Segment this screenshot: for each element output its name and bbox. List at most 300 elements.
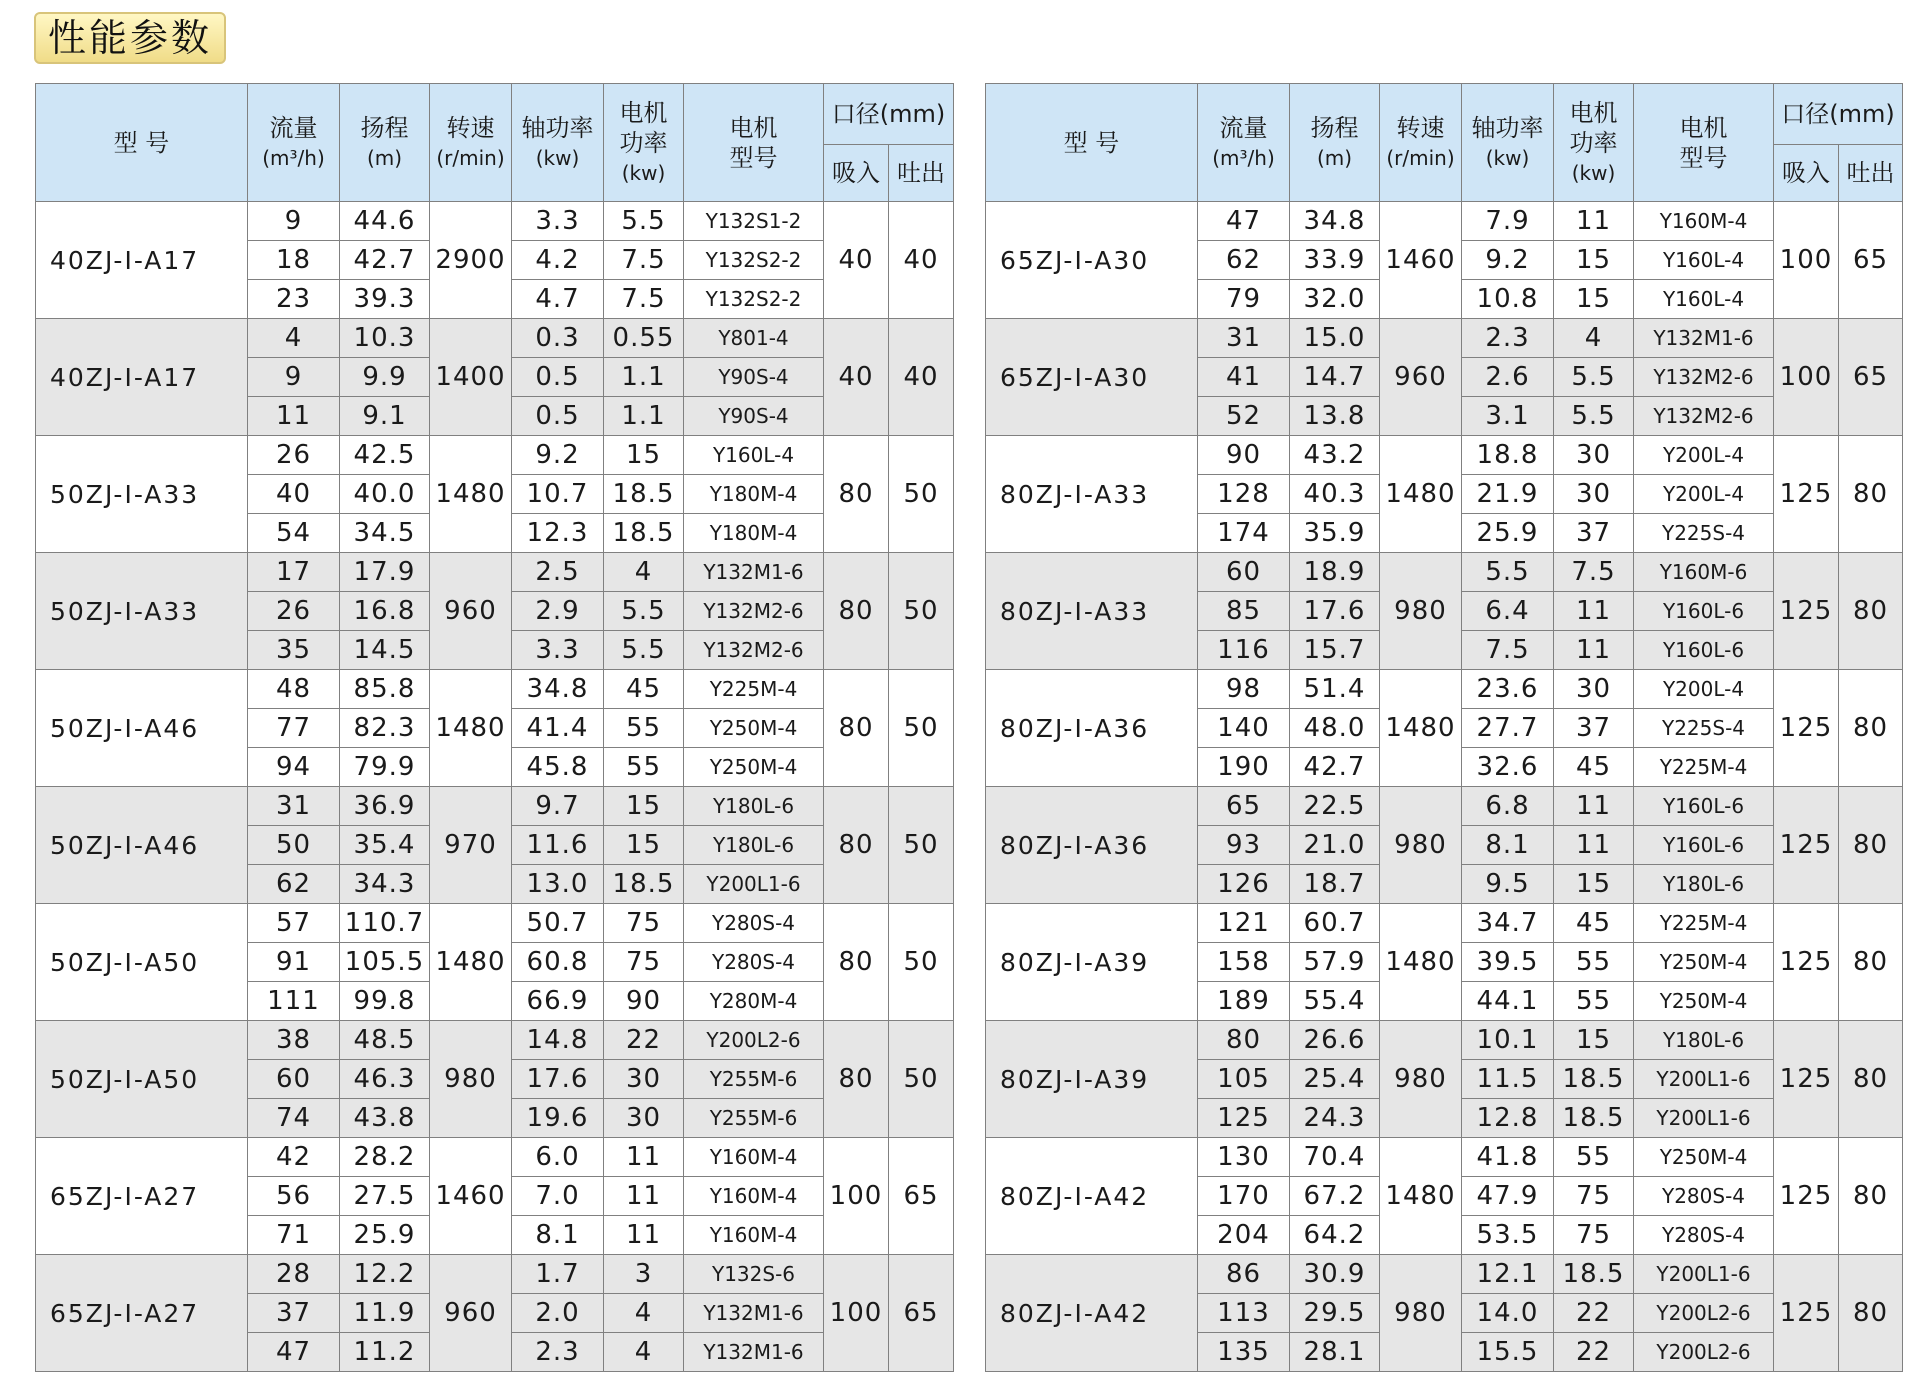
cell-shaft-power: 12.1 <box>1462 1255 1554 1294</box>
cell-flow: 54 <box>248 514 340 553</box>
cell-inlet: 125 <box>1774 1138 1839 1255</box>
cell-shaft-power: 66.9 <box>512 982 604 1021</box>
cell-motor-power: 75 <box>1554 1216 1634 1255</box>
cell-motor-power: 5.5 <box>1554 397 1634 436</box>
cell-outlet: 65 <box>1839 319 1903 436</box>
cell-motor-model: Y200L2-6 <box>1634 1294 1774 1333</box>
cell-head: 79.9 <box>340 748 430 787</box>
cell-inlet: 125 <box>1774 904 1839 1021</box>
cell-motor-power: 18.5 <box>1554 1255 1634 1294</box>
table-row <box>986 319 1903 358</box>
cell-motor-power: 18.5 <box>604 865 684 904</box>
cell-head: 18.7 <box>1290 865 1380 904</box>
cell-head: 16.8 <box>340 592 430 631</box>
cell-shaft-power: 2.0 <box>512 1294 604 1333</box>
cell-motor-model: Y255M-6 <box>684 1099 824 1138</box>
table-row <box>986 670 1903 709</box>
cell-motor-model: Y160L-6 <box>1634 826 1774 865</box>
cell-speed: 970 <box>430 787 512 904</box>
cell-shaft-power: 23.6 <box>1462 670 1554 709</box>
cell-speed: 1480 <box>1380 1138 1462 1255</box>
cell-speed: 1480 <box>1380 436 1462 553</box>
cell-outlet: 80 <box>1839 436 1903 553</box>
cell-model: 50ZJ-I-A50 <box>36 1021 248 1138</box>
cell-flow: 26 <box>248 436 340 475</box>
cell-motor-power: 5.5 <box>604 592 684 631</box>
cell-flow: 71 <box>248 1216 340 1255</box>
cell-flow: 31 <box>248 787 340 826</box>
cell-shaft-power: 8.1 <box>512 1216 604 1255</box>
cell-flow: 125 <box>1198 1099 1290 1138</box>
cell-outlet: 80 <box>1839 787 1903 904</box>
cell-flow: 90 <box>1198 436 1290 475</box>
table-row <box>36 904 954 943</box>
cell-motor-power: 1.1 <box>604 358 684 397</box>
cell-inlet: 125 <box>1774 670 1839 787</box>
cell-motor-power: 15 <box>1554 241 1634 280</box>
cell-shaft-power: 9.2 <box>1462 241 1554 280</box>
cell-shaft-power: 19.6 <box>512 1099 604 1138</box>
cell-motor-power: 30 <box>1554 475 1634 514</box>
cell-flow: 57 <box>248 904 340 943</box>
cell-head: 15.0 <box>1290 319 1380 358</box>
cell-head: 110.7 <box>340 904 430 943</box>
table-row <box>36 1138 954 1177</box>
cell-motor-model: Y280S-4 <box>684 943 824 982</box>
cell-motor-model: Y250M-4 <box>684 748 824 787</box>
cell-flow: 60 <box>248 1060 340 1099</box>
cell-motor-power: 4 <box>1554 319 1634 358</box>
cell-flow: 121 <box>1198 904 1290 943</box>
cell-model: 50ZJ-I-A50 <box>36 904 248 1021</box>
header-motor-model: 电机 型号 <box>1634 84 1774 202</box>
cell-flow: 204 <box>1198 1216 1290 1255</box>
cell-shaft-power: 6.0 <box>512 1138 604 1177</box>
cell-motor-power: 30 <box>604 1099 684 1138</box>
cell-head: 55.4 <box>1290 982 1380 1021</box>
cell-inlet: 125 <box>1774 436 1839 553</box>
cell-flow: 111 <box>248 982 340 1021</box>
cell-head: 40.3 <box>1290 475 1380 514</box>
cell-outlet: 40 <box>889 319 954 436</box>
cell-motor-model: Y801-4 <box>684 319 824 358</box>
cell-motor-model: Y132M2-6 <box>1634 358 1774 397</box>
cell-flow: 56 <box>248 1177 340 1216</box>
cell-head: 18.9 <box>1290 553 1380 592</box>
cell-head: 48.0 <box>1290 709 1380 748</box>
header-model: 型 号 <box>986 84 1198 202</box>
cell-head: 28.1 <box>1290 1333 1380 1372</box>
cell-flow: 65 <box>1198 787 1290 826</box>
cell-motor-model: Y225M-4 <box>1634 748 1774 787</box>
cell-head: 35.9 <box>1290 514 1380 553</box>
cell-shaft-power: 2.3 <box>1462 319 1554 358</box>
cell-shaft-power: 45.8 <box>512 748 604 787</box>
table-row <box>36 436 954 475</box>
cell-inlet: 125 <box>1774 1255 1839 1372</box>
cell-flow: 47 <box>248 1333 340 1372</box>
header-caliber: 口径(mm) <box>1774 84 1903 145</box>
cell-inlet: 40 <box>824 202 889 319</box>
cell-model: 50ZJ-I-A46 <box>36 670 248 787</box>
cell-motor-power: 11 <box>604 1177 684 1216</box>
cell-flow: 174 <box>1198 514 1290 553</box>
cell-shaft-power: 18.8 <box>1462 436 1554 475</box>
cell-flow: 41 <box>1198 358 1290 397</box>
header-motor-model: 电机 型号 <box>684 84 824 202</box>
cell-shaft-power: 10.1 <box>1462 1021 1554 1060</box>
cell-motor-model: Y180M-4 <box>684 514 824 553</box>
cell-flow: 86 <box>1198 1255 1290 1294</box>
cell-head: 9.1 <box>340 397 430 436</box>
cell-inlet: 80 <box>824 1021 889 1138</box>
cell-head: 32.0 <box>1290 280 1380 319</box>
cell-motor-power: 11 <box>1554 826 1634 865</box>
cell-flow: 4 <box>248 319 340 358</box>
header-head: 扬程 (m) <box>340 84 430 202</box>
cell-inlet: 80 <box>824 787 889 904</box>
cell-shaft-power: 8.1 <box>1462 826 1554 865</box>
header-caliber: 口径(mm) <box>824 84 954 145</box>
cell-head: 25.4 <box>1290 1060 1380 1099</box>
cell-speed: 1460 <box>1380 202 1462 319</box>
cell-motor-power: 22 <box>1554 1333 1634 1372</box>
cell-flow: 94 <box>248 748 340 787</box>
cell-motor-model: Y180L-6 <box>684 826 824 865</box>
cell-shaft-power: 1.7 <box>512 1255 604 1294</box>
cell-motor-power: 15 <box>604 436 684 475</box>
cell-flow: 38 <box>248 1021 340 1060</box>
header-outlet: 吐出 <box>889 145 954 202</box>
cell-head: 51.4 <box>1290 670 1380 709</box>
cell-flow: 48 <box>248 670 340 709</box>
cell-head: 11.9 <box>340 1294 430 1333</box>
cell-flow: 113 <box>1198 1294 1290 1333</box>
cell-outlet: 40 <box>889 202 954 319</box>
cell-flow: 35 <box>248 631 340 670</box>
cell-motor-power: 11 <box>604 1138 684 1177</box>
header-flow: 流量 (m³/h) <box>1198 84 1290 202</box>
cell-flow: 31 <box>1198 319 1290 358</box>
cell-inlet: 125 <box>1774 553 1839 670</box>
cell-shaft-power: 9.2 <box>512 436 604 475</box>
cell-head: 44.6 <box>340 202 430 241</box>
cell-shaft-power: 3.3 <box>512 631 604 670</box>
cell-speed: 960 <box>430 553 512 670</box>
cell-outlet: 65 <box>1839 202 1903 319</box>
cell-motor-model: Y132S-6 <box>684 1255 824 1294</box>
cell-model: 80ZJ-I-A42 <box>986 1255 1198 1372</box>
cell-motor-power: 5.5 <box>604 202 684 241</box>
cell-head: 17.6 <box>1290 592 1380 631</box>
cell-motor-model: Y132S2-2 <box>684 241 824 280</box>
spec-table-left <box>35 83 954 1372</box>
cell-flow: 37 <box>248 1294 340 1333</box>
cell-motor-power: 45 <box>1554 904 1634 943</box>
cell-head: 29.5 <box>1290 1294 1380 1333</box>
cell-outlet: 50 <box>889 904 954 1021</box>
cell-motor-model: Y132M2-6 <box>684 631 824 670</box>
cell-motor-power: 5.5 <box>1554 358 1634 397</box>
cell-head: 43.2 <box>1290 436 1380 475</box>
cell-head: 11.2 <box>340 1333 430 1372</box>
cell-motor-model: Y200L2-6 <box>684 1021 824 1060</box>
table-row <box>986 553 1903 592</box>
header-head: 扬程 (m) <box>1290 84 1380 202</box>
cell-motor-power: 7.5 <box>604 241 684 280</box>
cell-shaft-power: 2.5 <box>512 553 604 592</box>
cell-flow: 40 <box>248 475 340 514</box>
table-row <box>36 553 954 592</box>
cell-flow: 79 <box>1198 280 1290 319</box>
cell-model: 80ZJ-I-A36 <box>986 787 1198 904</box>
cell-motor-model: Y225S-4 <box>1634 514 1774 553</box>
cell-head: 99.8 <box>340 982 430 1021</box>
cell-motor-model: Y180L-6 <box>684 787 824 826</box>
cell-motor-model: Y132M1-6 <box>684 553 824 592</box>
cell-flow: 74 <box>248 1099 340 1138</box>
cell-flow: 62 <box>248 865 340 904</box>
cell-motor-model: Y160L-4 <box>1634 241 1774 280</box>
cell-flow: 130 <box>1198 1138 1290 1177</box>
cell-model: 50ZJ-I-A33 <box>36 436 248 553</box>
cell-shaft-power: 14.8 <box>512 1021 604 1060</box>
cell-motor-model: Y250M-4 <box>1634 982 1774 1021</box>
cell-shaft-power: 6.4 <box>1462 592 1554 631</box>
cell-head: 30.9 <box>1290 1255 1380 1294</box>
cell-flow: 140 <box>1198 709 1290 748</box>
cell-shaft-power: 7.0 <box>512 1177 604 1216</box>
cell-flow: 158 <box>1198 943 1290 982</box>
cell-inlet: 100 <box>824 1255 889 1372</box>
cell-head: 43.8 <box>340 1099 430 1138</box>
cell-flow: 91 <box>248 943 340 982</box>
table-row <box>986 1138 1903 1177</box>
table-row <box>36 1255 954 1294</box>
cell-motor-model: Y132M2-6 <box>1634 397 1774 436</box>
cell-shaft-power: 9.5 <box>1462 865 1554 904</box>
cell-motor-power: 4 <box>604 1294 684 1333</box>
cell-motor-model: Y200L1-6 <box>684 865 824 904</box>
cell-shaft-power: 0.3 <box>512 319 604 358</box>
cell-shaft-power: 25.9 <box>1462 514 1554 553</box>
cell-speed: 1480 <box>1380 670 1462 787</box>
cell-speed: 980 <box>1380 1021 1462 1138</box>
cell-head: 17.9 <box>340 553 430 592</box>
cell-flow: 77 <box>248 709 340 748</box>
cell-shaft-power: 41.8 <box>1462 1138 1554 1177</box>
cell-head: 40.0 <box>340 475 430 514</box>
cell-motor-power: 0.55 <box>604 319 684 358</box>
cell-flow: 93 <box>1198 826 1290 865</box>
cell-outlet: 50 <box>889 670 954 787</box>
header-motor-power: 电机 功率 (kw) <box>1554 84 1634 202</box>
cell-motor-model: Y250M-4 <box>1634 1138 1774 1177</box>
cell-motor-model: Y180L-6 <box>1634 865 1774 904</box>
cell-flow: 98 <box>1198 670 1290 709</box>
cell-head: 46.3 <box>340 1060 430 1099</box>
cell-motor-model: Y200L-4 <box>1634 475 1774 514</box>
cell-motor-model: Y160M-4 <box>684 1138 824 1177</box>
cell-speed: 1480 <box>430 670 512 787</box>
cell-outlet: 50 <box>889 787 954 904</box>
cell-flow: 26 <box>248 592 340 631</box>
cell-shaft-power: 7.5 <box>1462 631 1554 670</box>
cell-motor-power: 18.5 <box>1554 1099 1634 1138</box>
cell-head: 35.4 <box>340 826 430 865</box>
cell-motor-model: Y250M-4 <box>1634 943 1774 982</box>
cell-motor-power: 90 <box>604 982 684 1021</box>
cell-head: 14.5 <box>340 631 430 670</box>
cell-head: 39.3 <box>340 280 430 319</box>
cell-motor-power: 75 <box>604 904 684 943</box>
cell-motor-model: Y280M-4 <box>684 982 824 1021</box>
cell-speed: 980 <box>430 1021 512 1138</box>
cell-motor-power: 37 <box>1554 709 1634 748</box>
cell-motor-power: 30 <box>1554 436 1634 475</box>
cell-speed: 1480 <box>430 436 512 553</box>
cell-motor-power: 22 <box>604 1021 684 1060</box>
cell-shaft-power: 7.9 <box>1462 202 1554 241</box>
cell-model: 40ZJ-I-A17 <box>36 319 248 436</box>
cell-motor-power: 11 <box>1554 631 1634 670</box>
cell-shaft-power: 4.7 <box>512 280 604 319</box>
cell-flow: 116 <box>1198 631 1290 670</box>
cell-motor-model: Y160L-6 <box>1634 631 1774 670</box>
cell-flow: 126 <box>1198 865 1290 904</box>
cell-motor-model: Y200L1-6 <box>1634 1255 1774 1294</box>
cell-motor-power: 37 <box>1554 514 1634 553</box>
cell-head: 36.9 <box>340 787 430 826</box>
header-motor-power: 电机 功率 (kw) <box>604 84 684 202</box>
table-row <box>986 904 1903 943</box>
cell-head: 48.5 <box>340 1021 430 1060</box>
cell-flow: 42 <box>248 1138 340 1177</box>
cell-outlet: 80 <box>1839 670 1903 787</box>
cell-head: 26.6 <box>1290 1021 1380 1060</box>
header-flow: 流量 (m³/h) <box>248 84 340 202</box>
cell-motor-model: Y160L-4 <box>1634 280 1774 319</box>
cell-model: 80ZJ-I-A33 <box>986 436 1198 553</box>
cell-speed: 1480 <box>430 904 512 1021</box>
cell-shaft-power: 11.5 <box>1462 1060 1554 1099</box>
cell-shaft-power: 3.3 <box>512 202 604 241</box>
cell-motor-power: 11 <box>1554 202 1634 241</box>
cell-motor-power: 15 <box>1554 280 1634 319</box>
cell-motor-power: 11 <box>1554 787 1634 826</box>
table-row <box>986 436 1903 475</box>
cell-shaft-power: 2.6 <box>1462 358 1554 397</box>
cell-head: 33.9 <box>1290 241 1380 280</box>
cell-motor-model: Y225S-4 <box>1634 709 1774 748</box>
cell-flow: 52 <box>1198 397 1290 436</box>
cell-inlet: 80 <box>824 670 889 787</box>
cell-shaft-power: 0.5 <box>512 358 604 397</box>
cell-shaft-power: 44.1 <box>1462 982 1554 1021</box>
cell-head: 42.7 <box>340 241 430 280</box>
cell-head: 34.3 <box>340 865 430 904</box>
cell-motor-power: 11 <box>1554 592 1634 631</box>
cell-flow: 135 <box>1198 1333 1290 1372</box>
cell-flow: 128 <box>1198 475 1290 514</box>
cell-shaft-power: 9.7 <box>512 787 604 826</box>
cell-motor-power: 18.5 <box>1554 1060 1634 1099</box>
cell-outlet: 50 <box>889 1021 954 1138</box>
cell-shaft-power: 13.0 <box>512 865 604 904</box>
header-outlet: 吐出 <box>1839 145 1903 202</box>
cell-motor-model: Y160M-4 <box>684 1216 824 1255</box>
cell-inlet: 80 <box>824 553 889 670</box>
cell-flow: 170 <box>1198 1177 1290 1216</box>
cell-motor-model: Y160L-4 <box>684 436 824 475</box>
cell-motor-model: Y200L-4 <box>1634 670 1774 709</box>
header-shaft-power: 轴功率 (kw) <box>512 84 604 202</box>
cell-speed: 960 <box>1380 319 1462 436</box>
cell-flow: 17 <box>248 553 340 592</box>
cell-head: 42.5 <box>340 436 430 475</box>
cell-motor-model: Y280S-4 <box>684 904 824 943</box>
cell-inlet: 100 <box>824 1138 889 1255</box>
table-row <box>36 1021 954 1060</box>
cell-inlet: 40 <box>824 319 889 436</box>
cell-inlet: 100 <box>1774 319 1839 436</box>
spec-table-right <box>985 83 1903 1372</box>
cell-motor-model: Y255M-6 <box>684 1060 824 1099</box>
cell-shaft-power: 5.5 <box>1462 553 1554 592</box>
cell-motor-power: 22 <box>1554 1294 1634 1333</box>
cell-speed: 980 <box>1380 787 1462 904</box>
cell-shaft-power: 34.8 <box>512 670 604 709</box>
cell-inlet: 125 <box>1774 1021 1839 1138</box>
cell-motor-power: 3 <box>604 1255 684 1294</box>
cell-motor-power: 55 <box>1554 1138 1634 1177</box>
cell-inlet: 80 <box>824 436 889 553</box>
cell-motor-model: Y200L-4 <box>1634 436 1774 475</box>
cell-flow: 190 <box>1198 748 1290 787</box>
cell-model: 50ZJ-I-A33 <box>36 553 248 670</box>
cell-head: 85.8 <box>340 670 430 709</box>
cell-head: 27.5 <box>340 1177 430 1216</box>
cell-motor-model: Y90S-4 <box>684 358 824 397</box>
cell-inlet: 80 <box>824 904 889 1021</box>
cell-model: 80ZJ-I-A36 <box>986 670 1198 787</box>
cell-shaft-power: 41.4 <box>512 709 604 748</box>
cell-speed: 1460 <box>430 1138 512 1255</box>
table-row <box>36 670 954 709</box>
cell-motor-power: 15 <box>604 787 684 826</box>
cell-model: 65ZJ-I-A27 <box>36 1255 248 1372</box>
cell-motor-power: 7.5 <box>604 280 684 319</box>
cell-head: 67.2 <box>1290 1177 1380 1216</box>
cell-motor-power: 18.5 <box>604 475 684 514</box>
cell-shaft-power: 12.3 <box>512 514 604 553</box>
cell-motor-power: 55 <box>1554 982 1634 1021</box>
cell-flow: 23 <box>248 280 340 319</box>
header-shaft-power: 轴功率 (kw) <box>1462 84 1554 202</box>
cell-head: 22.5 <box>1290 787 1380 826</box>
cell-motor-power: 75 <box>1554 1177 1634 1216</box>
cell-inlet: 100 <box>1774 202 1839 319</box>
cell-outlet: 50 <box>889 436 954 553</box>
cell-motor-power: 30 <box>1554 670 1634 709</box>
header-speed: 转速 (r/min) <box>430 84 512 202</box>
cell-head: 57.9 <box>1290 943 1380 982</box>
cell-flow: 47 <box>1198 202 1290 241</box>
cell-motor-model: Y225M-4 <box>1634 904 1774 943</box>
cell-motor-power: 4 <box>604 1333 684 1372</box>
cell-motor-model: Y90S-4 <box>684 397 824 436</box>
cell-shaft-power: 11.6 <box>512 826 604 865</box>
